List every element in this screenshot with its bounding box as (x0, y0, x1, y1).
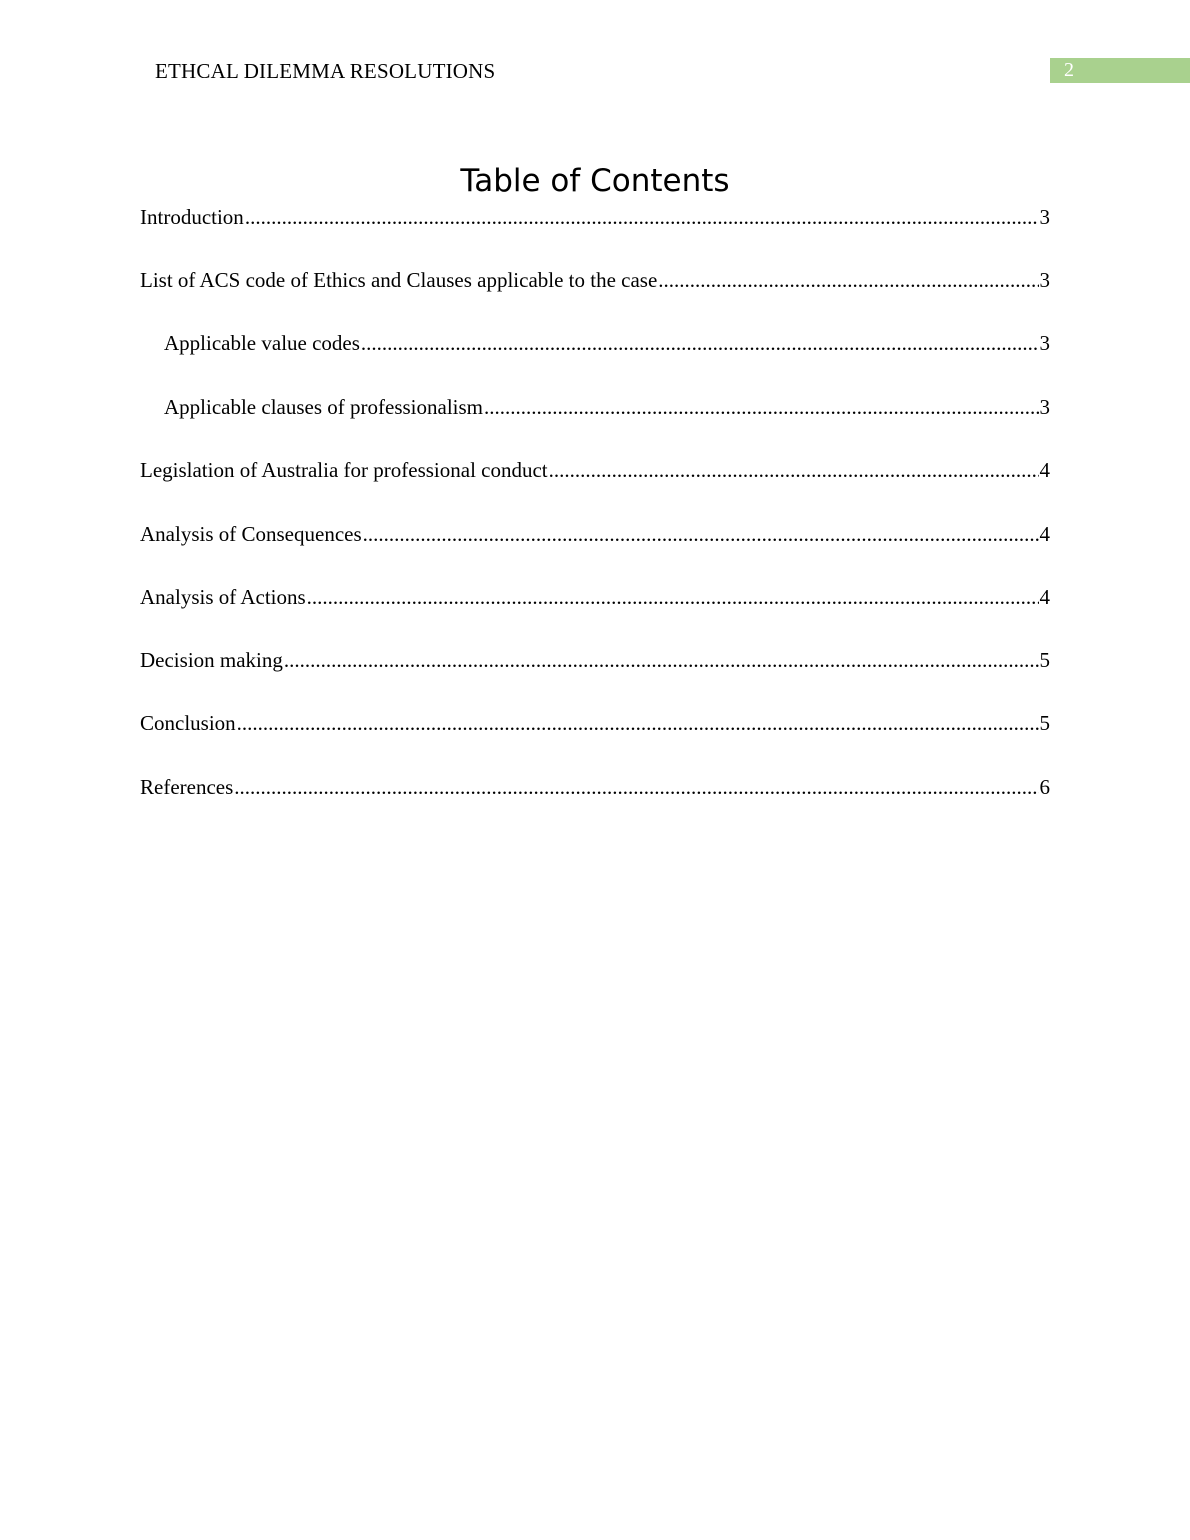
toc-dot-leader (234, 773, 1038, 801)
toc-entry-page: 3 (1039, 268, 1050, 292)
toc-dot-leader (361, 329, 1039, 357)
toc-entry-text: Legislation of Australia for professional conduct (140, 458, 548, 482)
toc-entry-text: List of ACS code of Ethics and Clauses applicable to the case (140, 268, 658, 292)
toc-entry-applicable-value-codes[interactable] (164, 329, 1050, 357)
toc-dot-leader (237, 709, 1039, 737)
toc-entry-page: 4 (1039, 458, 1050, 482)
toc-entry-text: Conclusion (140, 711, 236, 735)
toc-entry-decision-making[interactable] (140, 646, 1050, 674)
toc-title: Table of Contents (460, 163, 730, 199)
toc-entry-page: 3 (1039, 205, 1050, 229)
toc-entry-text: References (140, 775, 234, 799)
toc-dot-leader (658, 266, 1038, 294)
toc-entry-page: 3 (1039, 395, 1050, 419)
toc-entry-page: 5 (1039, 711, 1050, 735)
toc-dot-leader (307, 583, 1039, 611)
toc-entry-page: 3 (1039, 331, 1050, 355)
toc-entry-legislation[interactable] (140, 456, 1050, 484)
toc-entry-page: 4 (1039, 585, 1050, 609)
toc-entry-analysis-of-consequences[interactable] (140, 520, 1050, 548)
toc-entry-page: 4 (1039, 522, 1050, 546)
toc-entry-text: Decision making (140, 648, 283, 672)
toc-entry-text: Applicable clauses of professionalism (164, 395, 483, 419)
toc-dot-leader (363, 520, 1039, 548)
toc-entry-introduction[interactable] (140, 203, 1050, 231)
toc-entry-text: Introduction (140, 205, 244, 229)
running-head: ETHCAL DILEMMA RESOLUTIONS (155, 59, 496, 83)
toc-entry-analysis-of-actions[interactable] (140, 583, 1050, 611)
toc-entry-acs-code-of-ethics[interactable] (140, 266, 1050, 294)
toc-entry-applicable-clauses[interactable] (164, 393, 1050, 421)
toc-dot-leader (284, 646, 1039, 674)
toc-entry-page: 6 (1039, 775, 1050, 799)
toc-dot-leader (549, 456, 1039, 484)
toc-entry-text: Applicable value codes (164, 331, 360, 355)
page-number: 2 (1064, 59, 1074, 81)
toc-entry-references[interactable] (140, 773, 1050, 801)
toc-entry-conclusion[interactable] (140, 709, 1050, 737)
toc-entry-text: Analysis of Actions (140, 585, 306, 609)
page-number-bar (1050, 58, 1190, 83)
toc-entry-page: 5 (1039, 648, 1050, 672)
toc-dot-leader (245, 203, 1039, 231)
toc-entry-text: Analysis of Consequences (140, 522, 362, 546)
toc-dot-leader (484, 393, 1039, 421)
